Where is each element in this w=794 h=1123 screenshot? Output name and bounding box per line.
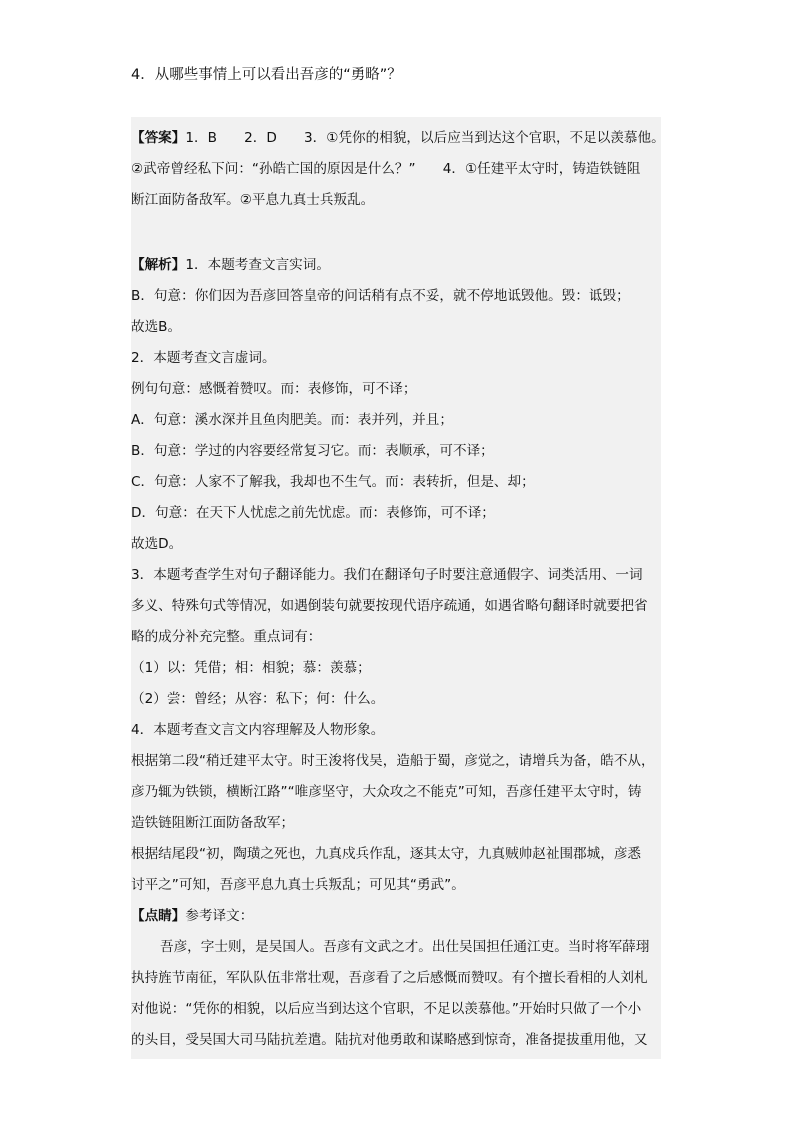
- analysis-line: B．句意：你们因为吾彦回答皇帝的问话稍有点不妥，就不停地诋毁他。毁：诋毁；: [131, 288, 630, 304]
- analysis-line: 4．本题考查文言文内容理解及人物形象。: [131, 722, 385, 738]
- analysis-line: 故选D。: [131, 536, 183, 552]
- analysis-line: D．句意：在天下人忧虑之前先忧虑。而：表修饰，可不译；: [131, 505, 495, 521]
- translation-line: 吾彦，字士则，是吴国人。吾彦有文武之才。出仕吴国担任通江吏。当时将军薛珝: [160, 939, 650, 955]
- analysis-line: 多义、特殊句式等情况，如遇倒装句就要按现代语序疏通，如遇省略句翻译时就要把省: [131, 598, 648, 614]
- analysis-line: 略的成分补充完整。重点词有：: [131, 629, 322, 645]
- analysis-line: 彦乃辄为铁锁，横断江路”“唯彦坚守，大众攻之不能克”可知，吾彦任建平太守时，铸: [131, 784, 642, 800]
- answer-line-2: ②武帝曾经私下问：“孙皓亡国的原因是什么？” 4．①任建平太守时，铸造铁链阻: [131, 161, 641, 177]
- comment-heading: 【点睛】参考译文：: [131, 908, 254, 924]
- analysis-line: 例句句意：感慨着赞叹。而：表修饰，可不译；: [131, 381, 417, 397]
- analysis-line: 2．本题考查文言虚词。: [131, 350, 276, 366]
- answer-line-3: 断江面防备敌军。②平息九真士兵叛乱。: [131, 192, 375, 208]
- analysis-line: B．句意：学过的内容要经常复习它。而：表顺承，可不译；: [131, 443, 494, 459]
- analysis-line: 讨平之”可知，吾彦平息九真士兵叛乱；可见其“勇武”。: [131, 877, 465, 893]
- analysis-line: 根据结尾段“初，陶璜之死也，九真戍兵作乱，逐其太守，九真贼帅赵祉围郡城，彦悉: [131, 846, 642, 862]
- translation-line: 的头目，受吴国大司马陆抗差遣。陆抗对他勇敢和谋略感到惊奇，准备提拔重用他，又: [131, 1032, 648, 1048]
- translation-line: 对他说：“凭你的相貌，以后应当到达这个官职，不足以羡慕他。”开始时只做了一个小: [131, 1001, 642, 1017]
- comment-tag: 【点睛】: [131, 908, 186, 924]
- answer-line-1: 【答案】1．B 2．D 3．①凭你的相貌，以后应当到达这个官职，不足以羡慕他。: [131, 130, 665, 146]
- analysis-line: 故选B。: [131, 319, 182, 335]
- analysis-line: 根据第二段“稍迁建平太守。时王浚将伐吴，造船于蜀，彦觉之，请增兵为备，皓不从，: [131, 753, 655, 769]
- analysis-line: 3．本题考查学生对句子翻译能力。我们在翻译句子时要注意通假字、词类活用、一词: [131, 567, 643, 583]
- analysis-tag: 【解析】: [131, 257, 186, 273]
- analysis-line: （1）以：凭借；相：相貌；慕：羡慕；: [131, 660, 371, 676]
- question-4: 4．从哪些事情上可以看出吾彦的“勇略”？: [131, 67, 402, 83]
- analysis-line: A．句意：溪水深并且鱼肉肥美。而：表并列，并且；: [131, 412, 453, 428]
- answer-tag: 【答案】: [131, 130, 186, 146]
- analysis-line: C．句意：人家不了解我，我却也不生气。而：表转折，但是、却；: [131, 474, 535, 490]
- analysis-line: （2）尝：曾经；从容：私下；何：什么。: [131, 691, 385, 707]
- translation-line: 执持旌节南征，军队队伍非常壮观，吾彦看了之后感慨而赞叹。有个擅长看相的人刘札: [131, 970, 648, 986]
- analysis-line-1: 【解析】1．本题考查文言实词。: [131, 257, 330, 273]
- analysis-line: 造铁链阻断江面防备敌军；: [131, 815, 295, 831]
